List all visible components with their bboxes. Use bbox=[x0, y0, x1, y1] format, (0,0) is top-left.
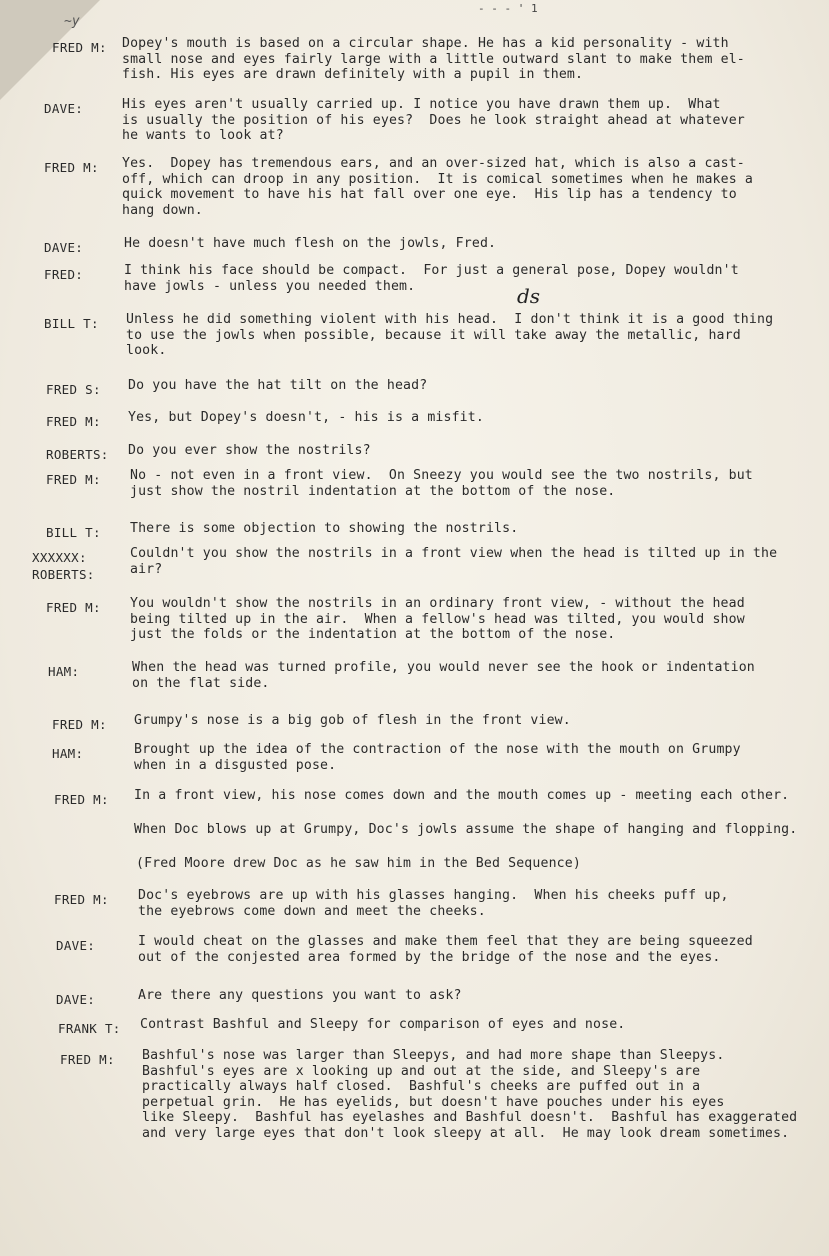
text-line: small nose and eyes fairly large with a little outward slant to make them el- bbox=[122, 51, 745, 67]
entry-text bbox=[140, 1017, 820, 1033]
entry-text bbox=[128, 410, 808, 426]
text-line: Bashful's nose was larger than Sleepys, and had more shape than Sleepys. bbox=[142, 1048, 725, 1063]
entry-text bbox=[134, 713, 814, 729]
speaker-name bbox=[32, 550, 132, 582]
entry-text bbox=[136, 856, 816, 872]
text-line: perpetual grin. He has eyelids, but doesn't have pouches under his eyes bbox=[142, 1094, 725, 1110]
entry-text bbox=[138, 888, 818, 919]
text-line: look. bbox=[126, 343, 167, 359]
text-line: Doc's eyebrows are up with his glasses hanging. When his cheeks puff up, bbox=[138, 888, 729, 903]
entry-text bbox=[130, 596, 810, 643]
speaker-label: FRED M: bbox=[54, 892, 109, 907]
entry-text bbox=[130, 468, 810, 499]
speaker-label: FRED M: bbox=[44, 160, 99, 175]
text-line: I would cheat on the glasses and make them feel that they are being squeezed bbox=[138, 934, 753, 949]
speaker-label: XXXXXX: bbox=[32, 550, 87, 565]
entry-text bbox=[128, 378, 808, 394]
speaker-label: FRANK T: bbox=[58, 1021, 121, 1036]
text-line: out of the conjested area formed by the bridge of the nose and the eyes. bbox=[138, 949, 721, 965]
speaker-label: HAM: bbox=[52, 746, 84, 761]
text-line: on the flat side. bbox=[132, 675, 270, 691]
speaker-label: DAVE: bbox=[56, 938, 96, 953]
top-mark: - - - ' 1 bbox=[478, 2, 538, 15]
text-line: Unless he did something violent with his head. I don't think it is a good thing bbox=[126, 312, 774, 327]
text-line: Are there any questions you want to ask? bbox=[138, 988, 462, 1003]
entry-text bbox=[124, 263, 804, 294]
text-line: he wants to look at? bbox=[122, 128, 284, 144]
speaker-label: FRED M: bbox=[54, 792, 109, 807]
text-line: quick movement to have his hat fall over one eye. His lip has a tendency to bbox=[122, 187, 737, 203]
text-line: Bashful's eyes are x looking up and out at the side, and Sleepy's are bbox=[142, 1063, 701, 1079]
text-line: air? bbox=[130, 561, 163, 577]
text-line: being tilted up in the air. When a fellow's head was tilted, you would show bbox=[130, 611, 745, 627]
entry-text bbox=[122, 156, 802, 218]
speaker-label: BILL T: bbox=[46, 525, 101, 540]
text-line: Dopey's mouth is based on a circular shape. He has a kid personality - with bbox=[122, 36, 729, 51]
entry-text bbox=[122, 97, 802, 144]
text-line: when in a disgusted pose. bbox=[134, 757, 337, 773]
text-line: like Sleepy. Bashful has eyelashes and Bashful doesn't. Bashful has exaggerated bbox=[142, 1110, 798, 1126]
text-line: His eyes aren't usually carried up. I notice you have drawn them up. What bbox=[122, 97, 721, 112]
entry-text bbox=[130, 521, 810, 537]
entry-text bbox=[132, 660, 812, 691]
speaker-label-alt: ROBERTS: bbox=[32, 567, 95, 582]
speaker-label: FRED: bbox=[44, 267, 84, 282]
entry-text bbox=[134, 788, 814, 804]
text-line: fish. His eyes are drawn definitely with a pupil in them. bbox=[122, 67, 584, 83]
text-line: is usually the position of his eyes? Does he look straight ahead at whatever bbox=[122, 112, 745, 128]
text-line: practically always half closed. Bashful's cheeks are puffed out in a bbox=[142, 1079, 701, 1095]
speaker-label: FRED M: bbox=[60, 1052, 115, 1067]
text-line: Do you ever show the nostrils? bbox=[128, 443, 371, 458]
speaker-label: FRED M: bbox=[52, 717, 107, 732]
speaker-label: DAVE: bbox=[44, 101, 84, 116]
text-line: Yes. Dopey has tremendous ears, and an over-sized hat, which is also a cast- bbox=[122, 156, 745, 171]
speaker-label: DAVE: bbox=[44, 240, 84, 255]
entry-text bbox=[126, 312, 806, 359]
text-line: When Doc blows up at Grumpy, Doc's jowls assume the shape of hanging and flopping. bbox=[134, 822, 798, 837]
text-line: When the head was turned profile, you would never see the hook or indentation bbox=[132, 660, 755, 675]
text-line: Yes, but Dopey's doesn't, - his is a misfit. bbox=[128, 410, 484, 425]
speaker-label: ROBERTS: bbox=[46, 447, 109, 462]
text-line: (Fred Moore drew Doc as he saw him in the Bed Sequence) bbox=[136, 856, 581, 871]
text-line: He doesn't have much flesh on the jowls, Fred. bbox=[124, 236, 497, 251]
text-line: and very large eyes that don't look sleepy at all. He may look dream sometimes. bbox=[142, 1125, 790, 1141]
handwritten-note: ds bbox=[517, 284, 541, 308]
entry-text bbox=[134, 822, 814, 838]
text-line: just the folds or the indentation at the bottom of the nose. bbox=[130, 627, 616, 643]
text-line: to use the jowls when possible, because it will take away the metallic, hard bbox=[126, 327, 741, 343]
text-line: There is some objection to showing the nostrils. bbox=[130, 521, 519, 536]
speaker-label: BILL T: bbox=[44, 316, 99, 331]
speaker-label: FRED M: bbox=[46, 600, 101, 615]
entry-text bbox=[134, 742, 814, 773]
entry-text bbox=[138, 988, 818, 1004]
speaker-label: DAVE: bbox=[56, 992, 96, 1007]
text-line: Do you have the hat tilt on the head? bbox=[128, 378, 428, 393]
entry-text bbox=[122, 36, 802, 83]
entry-text bbox=[128, 443, 808, 459]
entry-text bbox=[124, 236, 804, 252]
text-line: the eyebrows come down and meet the cheeks. bbox=[138, 903, 486, 919]
text-line: hang down. bbox=[122, 202, 203, 218]
text-line: You wouldn't show the nostrils in an ordinary front view, - without the head bbox=[130, 596, 745, 611]
text-line: just show the nostril indentation at the bottom of the nose. bbox=[130, 483, 616, 499]
text-line: have jowls - unless you needed them. bbox=[124, 278, 416, 294]
entry-text bbox=[142, 1048, 822, 1142]
corner-mark: ~y bbox=[64, 14, 80, 29]
entry-text bbox=[138, 934, 818, 965]
speaker-label: HAM: bbox=[48, 664, 80, 679]
text-line: Grumpy's nose is a big gob of flesh in the front view. bbox=[134, 713, 571, 728]
text-line: I think his face should be compact. For just a general pose, Dopey wouldn't bbox=[124, 263, 739, 278]
text-line: Couldn't you show the nostrils in a front view when the head is tilted up in the bbox=[130, 546, 778, 561]
entry-text bbox=[130, 546, 810, 577]
text-line: off, which can droop in any position. It is comical sometimes when he makes a bbox=[122, 171, 753, 187]
text-line: In a front view, his nose comes down and the mouth comes up - meeting each other. bbox=[134, 788, 790, 803]
speaker-label: FRED S: bbox=[46, 382, 101, 397]
text-line: No - not even in a front view. On Sneezy you would see the two nostrils, but bbox=[130, 468, 753, 483]
text-line: Contrast Bashful and Sleepy for comparison of eyes and nose. bbox=[140, 1017, 626, 1032]
speaker-label: FRED M: bbox=[52, 40, 107, 55]
speaker-label: FRED M: bbox=[46, 414, 101, 429]
text-line: Brought up the idea of the contraction of the nose with the mouth on Grumpy bbox=[134, 742, 741, 757]
speaker-label: FRED M: bbox=[46, 472, 101, 487]
